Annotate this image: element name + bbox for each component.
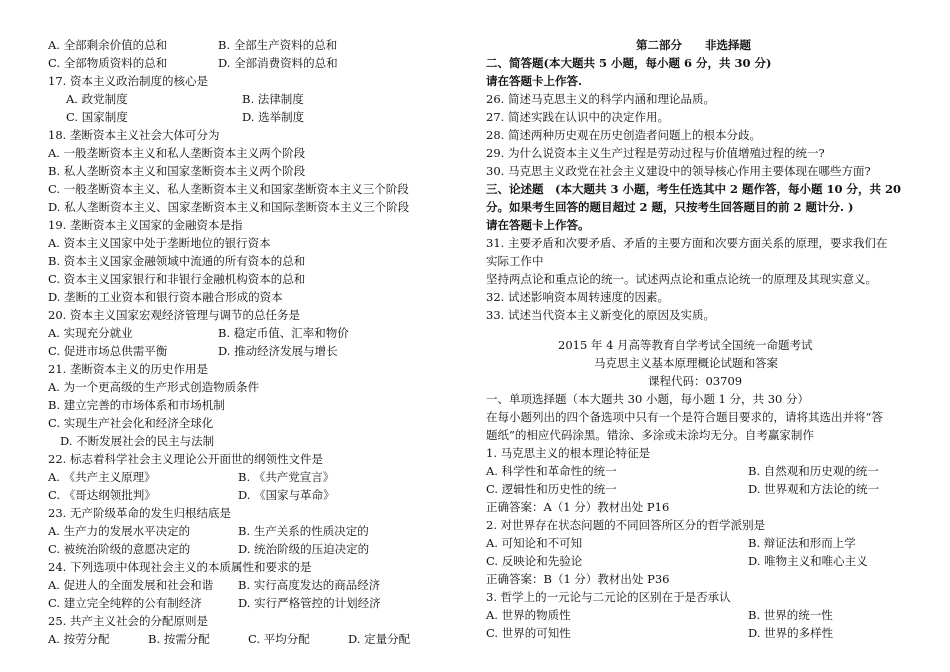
n3-option-c: C. 世界的可知性 [486, 626, 571, 640]
exam-title: 2015 年 4 月高等教育自学考试全国统一命题考试 [558, 338, 813, 352]
q17-stem: 17. 资本主义政治制度的核心是 [48, 74, 208, 88]
instructions-line2: 题纸”的相应代码涂黑。错涂、多涂或未涂均无分。自考赢家制作 [486, 428, 814, 442]
q19-option-c: C. 资本主义国家银行和非银行金融机构资本的总和 [48, 272, 306, 286]
q24-option-d: D. 实行严格管控的计划经济 [238, 596, 381, 610]
q20-option-b: B. 稳定币值、汇率和物价 [218, 326, 349, 340]
q23-option-d: D. 统治阶级的压迫决定的 [238, 542, 370, 556]
q21-stem: 21. 垄断资本主义的历史作用是 [48, 362, 208, 376]
q24-stem: 24. 下列选项中体现社会主义的本质属性和要求的是 [48, 560, 312, 574]
q31-line2: 实际工作中 [486, 254, 544, 268]
q16-option-d: D. 全部消费资料的总和 [218, 56, 338, 70]
n2-option-a: A. 可知论和不可知 [486, 536, 583, 550]
q19-stem: 19. 垄断资本主义国家的金融资本是指 [48, 218, 243, 232]
q25-option-a: A. 按劳分配 [48, 632, 110, 646]
section-one-title: 一、单项选择题（本大题共 30 小题，每小题 1 分，共 30 分） [486, 392, 810, 406]
q24-option-c: C. 建立完全纯粹的公有制经济 [48, 596, 202, 610]
q25-option-c: C. 平均分配 [248, 632, 310, 646]
q16-option-c: C. 全部物质资料的总和 [48, 56, 168, 70]
section-two-note: 请在答题卡上作答. [486, 74, 583, 88]
q22-option-c: C. 《哥达纲领批判》 [48, 488, 156, 502]
n1-answer: 正确答案：A（1 分）教材出处 P16 [486, 500, 670, 514]
q23-option-c: C. 被统治阶级的意愿决定的 [48, 542, 191, 556]
q19-option-b: B. 资本主义国家金融领域中流通的所有资本的总和 [48, 254, 306, 268]
n3-option-b: B. 世界的统一性 [748, 608, 833, 622]
q22-stem: 22. 标志着科学社会主义理论公开面世的纲领性文件是 [48, 452, 323, 466]
q24-option-b: B. 实行高度发达的商品经济 [238, 578, 381, 592]
q17-option-d: D. 选举制度 [242, 110, 305, 124]
q16-option-b: B. 全部生产资料的总和 [218, 38, 338, 52]
q28: 28. 简述两种历史观在历史创造者问题上的根本分歧。 [486, 128, 761, 142]
course-code: 课程代码：03709 [648, 374, 743, 388]
q23-option-a: A. 生产力的发展水平决定的 [48, 524, 191, 538]
q19-option-d: D. 垄断的工业资本和银行资本融合形成的资本 [48, 290, 283, 304]
q19-option-a: A. 资本主义国家中处于垄断地位的银行资本 [48, 236, 271, 250]
q20-option-c: C. 促进市场总供需平衡 [48, 344, 168, 358]
n2-option-b: B. 辩证法和形而上学 [748, 536, 856, 550]
instructions-line1: 在每小题列出的四个备选项中只有一个是符合题目要求的，请将其选出并将“答 [486, 410, 883, 424]
q33: 33. 试述当代资本主义新变化的原因及实质。 [486, 308, 715, 322]
n3-stem: 3. 哲学上的一元论与二元论的区别在于是否承认 [486, 590, 731, 604]
q26: 26. 简述马克思主义的科学内涵和理论品质。 [486, 92, 715, 106]
n1-option-a: A. 科学性和革命性的统一 [486, 464, 617, 478]
n2-option-c: C. 反映论和先验论 [486, 554, 583, 568]
q32: 32. 试述影响资本周转速度的因素。 [486, 290, 669, 304]
q22-option-a: A. 《共产主义原理》 [48, 470, 156, 484]
q29: 29. 为什么说资本主义生产过程是劳动过程与价值增殖过程的统一? [486, 146, 825, 160]
section-three-note: 请在答题卡上作答。 [486, 218, 590, 232]
n1-option-b: B. 自然观和历史观的统一 [748, 464, 879, 478]
n1-option-c: C. 逻辑性和历史性的统一 [486, 482, 617, 496]
n2-stem: 2. 对世界存在状态问题的不同回答所区分的哲学派别是 [486, 518, 766, 532]
q22-option-d: D. 《国家与革命》 [238, 488, 335, 502]
section-three-title-line1: 三、论述题 (本大题共 3 小题，考生任选其中 2 题作答，每小题 10 分，共 20 [486, 182, 901, 196]
q20-stem: 20. 资本主义国家宏观经济管理与调节的总任务是 [48, 308, 300, 322]
q16-option-a: A. 全部剩余价值的总和 [48, 38, 168, 52]
q31-line3: 坚持两点论和重点论的统一。试述两点论和重点论统一的原理及其现实意义。 [486, 272, 877, 286]
q18-option-b: B. 私人垄断资本主义和国家垄断资本主义两个阶段 [48, 164, 306, 178]
q27: 27. 简述实践在认识中的决定作用。 [486, 110, 669, 124]
q17-option-b: B. 法律制度 [242, 92, 304, 106]
exam-subtitle: 马克思主义基本原理概论试题和答案 [594, 356, 778, 370]
part-two-title: 第二部分 非选择题 [636, 38, 751, 52]
q18-option-c: C. 一般垄断资本主义、私人垄断资本主义和国家垄断资本主义三个阶段 [48, 182, 409, 196]
q18-stem: 18. 垄断资本主义社会大体可分为 [48, 128, 220, 142]
q17-option-c: C. 国家制度 [66, 110, 128, 124]
n1-option-d: D. 世界观和方法论的统一 [748, 482, 880, 496]
section-two-title: 二、简答题(本大题共 5 小题，每小题 6 分，共 30 分) [486, 56, 772, 70]
q18-option-a: A. 一般垄断资本主义和私人垄断资本主义两个阶段 [48, 146, 306, 160]
n3-option-a: A. 世界的物质性 [486, 608, 571, 622]
section-three-title-line2: 分。如果考生回答的题目超过 2 题，只按考生回答题目的前 2 题计分. ) [486, 200, 854, 214]
q22-option-b: B. 《共产党宣言》 [238, 470, 335, 484]
q21-option-d: D. 不断发展社会的民主与法制 [60, 434, 215, 448]
n2-option-d: D. 唯物主义和唯心主义 [748, 554, 868, 568]
n1-stem: 1. 马克思主义的根本理论特征是 [486, 446, 651, 460]
q21-option-b: B. 建立完善的市场体系和市场机制 [48, 398, 225, 412]
q25-option-b: B. 按需分配 [148, 632, 210, 646]
q17-option-a: A. 政党制度 [66, 92, 128, 106]
q23-option-b: B. 生产关系的性质决定的 [238, 524, 369, 538]
q30: 30. 马克思主义政党在社会主义建设中的领导核心作用主要体现在哪些方面? [486, 164, 871, 178]
q31-line1: 31. 主要矛盾和次要矛盾、矛盾的主要方面和次要方面关系的原理，要求我们在 [486, 236, 888, 250]
q25-option-d: D. 定量分配 [348, 632, 411, 646]
q21-option-c: C. 实现生产社会化和经济全球化 [48, 416, 214, 430]
n3-option-d: D. 世界的多样性 [748, 626, 834, 640]
q18-option-d: D. 私人垄断资本主义、国家垄断资本主义和国际垄断资本主义三个阶段 [48, 200, 410, 214]
q24-option-a: A. 促进人的全面发展和社会和谐 [48, 578, 214, 592]
q25-stem: 25. 共产主义社会的分配原则是 [48, 614, 208, 628]
n2-answer: 正确答案：B（1 分）教材出处 P36 [486, 572, 670, 586]
q23-stem: 23. 无产阶级革命的发生归根结底是 [48, 506, 231, 520]
q21-option-a: A. 为一个更高级的生产形式创造物质条件 [48, 380, 260, 394]
q20-option-a: A. 实现充分就业 [48, 326, 133, 340]
q20-option-d: D. 推动经济发展与增长 [218, 344, 338, 358]
